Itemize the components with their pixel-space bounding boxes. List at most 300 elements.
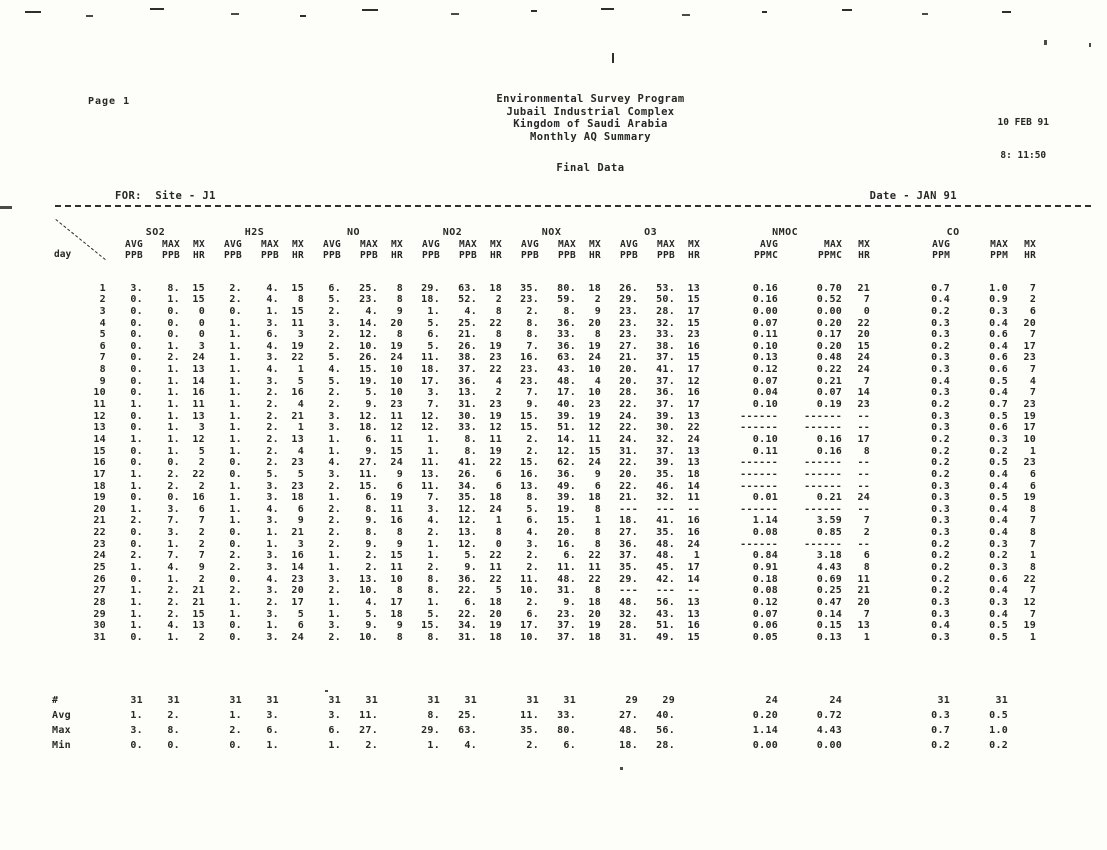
value-cell: 20. — [619, 375, 639, 387]
stat-header: MX — [490, 238, 503, 250]
day-cell: 24 — [93, 550, 106, 562]
value-cell: 22 — [489, 364, 503, 376]
value-cell: 1. — [167, 364, 180, 376]
summary-value-cell: 1. — [427, 739, 441, 751]
value-cell: 1. — [229, 329, 243, 341]
summary-value-cell — [675, 721, 700, 736]
value-cell: 1. — [229, 422, 243, 434]
summary-value-cell — [180, 736, 205, 751]
unit-header: HR — [490, 250, 503, 261]
table-row — [52, 480, 1036, 492]
value-cell: 23. — [619, 317, 639, 329]
value-cell: 13 — [687, 596, 701, 608]
value-cell: 32. — [656, 433, 676, 445]
value-cell: 0.05 — [752, 631, 779, 643]
value-cell: 12 — [489, 422, 503, 434]
value-cell: 3. — [427, 503, 441, 515]
value-cell: 24. — [619, 410, 639, 422]
value-cell: 1. — [167, 294, 180, 306]
value-cell: 2. — [167, 585, 180, 597]
value-cell: 18 — [588, 282, 602, 294]
day-cell: 13 — [93, 422, 106, 434]
value-cell: 41. — [458, 457, 478, 469]
value-cell: 21 — [192, 585, 206, 597]
value-cell: 23 — [1023, 457, 1037, 469]
value-cell: 14. — [557, 433, 577, 445]
value-cell: 4. — [266, 294, 280, 306]
value-cell: 12. — [557, 445, 577, 457]
summary-value-cell: 1.0 — [989, 724, 1009, 736]
value-cell: 0.12 — [752, 596, 779, 608]
value-cell: 0.08 — [752, 527, 779, 539]
stat-header: MX — [391, 238, 404, 250]
value-cell: 12. — [359, 329, 379, 341]
value-cell: 19 — [390, 492, 404, 504]
value-cell: 0 — [198, 329, 206, 341]
value-cell: 9. — [526, 399, 540, 411]
value-cell: 1. — [130, 433, 143, 445]
scan-artifact — [842, 9, 852, 11]
value-cell: 0.5 — [989, 375, 1009, 387]
table-row — [52, 457, 1036, 469]
value-cell: 1. — [229, 608, 243, 620]
value-cell: 0.07 — [816, 387, 843, 399]
value-cell: 4 — [594, 375, 602, 387]
value-cell: 33. — [557, 329, 577, 341]
header-units-row — [52, 250, 1036, 262]
summary-value-cell: 0.20 — [752, 709, 779, 721]
value-cell: 15 — [192, 282, 206, 294]
value-cell: 1. — [328, 433, 342, 445]
value-cell: 21 — [192, 596, 206, 608]
summary-value-cell: 31 — [563, 694, 577, 706]
value-cell: 20. — [619, 364, 639, 376]
value-cell: 1. — [427, 445, 441, 457]
value-cell: 8 — [594, 503, 602, 515]
value-cell: 5 — [297, 375, 305, 387]
value-cell: 4 — [297, 399, 305, 411]
value-cell: 2. — [266, 596, 280, 608]
stat-header: AVG — [760, 238, 779, 250]
value-cell: 0. — [130, 492, 143, 504]
day-cell: 9 — [99, 375, 106, 387]
value-cell: 10 — [390, 387, 404, 399]
value-cell: 0.4 — [989, 340, 1009, 352]
value-cell: 2. — [266, 445, 280, 457]
value-cell: 6. — [328, 282, 342, 294]
summary-value-cell — [477, 736, 502, 751]
value-cell: 2. — [526, 596, 540, 608]
value-cell: 6 — [1029, 480, 1037, 492]
value-cell: 48. — [619, 596, 639, 608]
value-cell: 1. — [266, 538, 280, 550]
value-cell: 22 — [489, 573, 503, 585]
value-cell: 6. — [365, 433, 379, 445]
value-cell: 6. — [266, 329, 280, 341]
table-row — [52, 445, 1036, 457]
value-cell: 0.10 — [752, 433, 779, 445]
value-cell: 10 — [588, 364, 602, 376]
value-cell: 0.07 — [752, 317, 779, 329]
value-cell: 1. — [266, 305, 280, 317]
value-cell: 9 — [396, 620, 404, 632]
stat-header: AVG — [521, 238, 540, 250]
summary-value-cell: 35. — [520, 724, 540, 736]
value-cell: 0. — [167, 305, 180, 317]
value-cell: 2. — [229, 294, 243, 306]
summary-value-cell: 1.14 — [752, 724, 779, 736]
value-cell: 2. — [526, 562, 540, 574]
value-cell: ------ — [804, 422, 843, 434]
value-cell: 20 — [588, 608, 602, 620]
value-cell: 11. — [520, 573, 540, 585]
value-cell: 12. — [421, 422, 441, 434]
value-cell: -- — [687, 503, 701, 515]
value-cell: 23 — [291, 457, 305, 469]
value-cell: 8 — [495, 527, 503, 539]
summary-value-cell: 31 — [130, 694, 143, 706]
value-cell: 0.13 — [816, 631, 843, 643]
summary-label: Avg — [52, 709, 71, 721]
value-cell: 1. — [167, 387, 180, 399]
value-cell: 23 — [291, 573, 305, 585]
summary-value-cell: 33. — [557, 709, 577, 721]
value-cell: 24 — [588, 457, 602, 469]
value-cell: 22 — [687, 422, 701, 434]
unit-header: PPM — [990, 250, 1009, 261]
value-cell: 3. — [266, 480, 280, 492]
value-cell: 37. — [656, 445, 676, 457]
value-cell: 3 — [297, 538, 305, 550]
value-cell: 11 — [390, 562, 404, 574]
value-cell: 5. — [328, 375, 342, 387]
value-cell: 1. — [229, 492, 243, 504]
value-cell: 43. — [656, 608, 676, 620]
stat-header: MX — [589, 238, 602, 250]
scan-artifact — [0, 206, 12, 209]
value-cell: ------ — [804, 410, 843, 422]
value-cell: 5. — [464, 550, 478, 562]
value-cell: 1. — [167, 631, 180, 643]
value-cell: 11 — [687, 492, 701, 504]
value-cell: 7 — [863, 375, 871, 387]
summary-value-cell: 0.72 — [816, 709, 843, 721]
value-cell: 39. — [656, 410, 676, 422]
table-row — [52, 573, 1036, 585]
scan-artifact — [1044, 40, 1047, 45]
value-cell: 37. — [557, 631, 577, 643]
summary-value-cell: 1. — [266, 739, 280, 751]
summary-value-cell — [180, 643, 205, 706]
value-cell: 48. — [557, 375, 577, 387]
value-cell: 19 — [588, 410, 602, 422]
value-cell: 0. — [130, 631, 143, 643]
value-cell: 41. — [656, 364, 676, 376]
stat-header: MAX — [990, 238, 1009, 250]
value-cell: 11. — [421, 480, 441, 492]
value-cell: 0.3 — [989, 305, 1009, 317]
table-row — [52, 492, 1036, 504]
value-cell: 0.5 — [989, 457, 1009, 469]
value-cell: 8 — [396, 527, 404, 539]
value-cell: 8 — [863, 562, 871, 574]
value-cell: 3.59 — [816, 515, 843, 527]
value-cell: 0.91 — [752, 562, 779, 574]
unit-header: HR — [1024, 250, 1037, 261]
table-row — [52, 363, 1036, 375]
summary-value-cell — [180, 706, 205, 721]
value-cell: 8. — [427, 585, 441, 597]
value-cell: 11 — [489, 562, 503, 574]
value-cell: 19 — [489, 445, 503, 457]
value-cell: 4. — [365, 596, 379, 608]
value-cell: 36. — [458, 573, 478, 585]
value-cell: 13 — [687, 608, 701, 620]
value-cell: 1. — [427, 550, 441, 562]
value-cell: 2. — [365, 550, 379, 562]
value-cell: 0. — [130, 340, 143, 352]
value-cell: 35. — [458, 492, 478, 504]
value-cell: 1. — [130, 585, 143, 597]
value-cell: 50. — [656, 294, 676, 306]
value-cell: 8 — [396, 585, 404, 597]
value-cell: 5. — [365, 387, 379, 399]
value-cell: 31. — [458, 399, 478, 411]
value-cell: 17 — [687, 305, 701, 317]
table-row — [52, 398, 1036, 410]
value-cell: 20. — [557, 527, 577, 539]
value-cell: 19 — [489, 620, 503, 632]
value-cell: 2. — [328, 329, 342, 341]
summary-value-cell: 56. — [656, 724, 676, 736]
value-cell: 0. — [229, 468, 243, 480]
value-cell: 30. — [458, 410, 478, 422]
value-cell: -- — [857, 480, 871, 492]
value-cell: 0.15 — [816, 620, 843, 632]
stat-header: MX — [192, 238, 206, 250]
day-cell: 27 — [93, 585, 106, 597]
value-cell: 18 — [687, 468, 701, 480]
value-cell: 4. — [365, 305, 379, 317]
value-cell: 11 — [588, 433, 602, 445]
value-cell: ------ — [804, 538, 843, 550]
value-cell: 2. — [130, 515, 143, 527]
unit-header: HR — [192, 250, 206, 261]
value-cell: 80. — [557, 282, 577, 294]
stat-header: MAX — [657, 238, 676, 250]
value-cell: 2. — [328, 631, 342, 643]
value-cell: 15 — [687, 352, 701, 364]
value-cell: 21 — [857, 282, 871, 294]
value-cell: 29. — [619, 573, 639, 585]
value-cell: 0.3 — [989, 538, 1009, 550]
summary-value-cell: 31 — [229, 694, 243, 706]
value-cell: 0. — [229, 620, 243, 632]
summary-value-cell: 11. — [359, 709, 379, 721]
value-cell: 2 — [594, 294, 602, 306]
summary-value-cell: 0.2 — [931, 739, 951, 751]
value-cell: 5 — [297, 608, 305, 620]
column-group-no: NO — [347, 227, 361, 238]
summary-value-cell — [279, 736, 304, 751]
value-cell: 20. — [619, 468, 639, 480]
value-cell: 1. — [130, 608, 143, 620]
value-cell: 6. — [427, 329, 441, 341]
day-cell: 7 — [99, 352, 106, 364]
value-cell: 7. — [526, 387, 540, 399]
scan-artifact — [531, 10, 537, 12]
value-cell: 5. — [427, 317, 441, 329]
value-cell: 9 — [594, 468, 602, 480]
value-cell: 0.6 — [989, 573, 1009, 585]
value-cell: 0.10 — [752, 399, 779, 411]
value-cell: 17 — [687, 562, 701, 574]
value-cell: 22 — [291, 352, 305, 364]
value-cell: 6 — [297, 503, 305, 515]
value-cell: 6 — [198, 503, 206, 515]
value-cell: 8. — [526, 492, 540, 504]
value-cell: 0.3 — [931, 631, 951, 643]
value-cell: 4. — [266, 503, 280, 515]
summary-value-cell — [279, 706, 304, 721]
table-row — [52, 515, 1036, 527]
value-cell: 13. — [458, 387, 478, 399]
unit-header: PPMC — [754, 250, 779, 261]
summary-value-cell — [675, 736, 700, 751]
value-cell: 28. — [619, 387, 639, 399]
summary-value-cell — [477, 643, 502, 706]
value-cell: 10 — [588, 387, 602, 399]
summary-value-cell: 40. — [656, 709, 676, 721]
value-cell: 15. — [421, 620, 441, 632]
value-cell: 0. — [130, 317, 143, 329]
summary-value-cell — [576, 736, 601, 751]
value-cell: 7 — [1029, 364, 1037, 376]
value-cell: 2. — [328, 387, 342, 399]
value-cell: 41. — [656, 515, 676, 527]
value-cell: 2. — [266, 387, 280, 399]
value-cell: 11. — [359, 468, 379, 480]
value-cell: 8 — [495, 305, 503, 317]
value-cell: 0.3 — [931, 480, 951, 492]
value-cell: 7 — [198, 515, 206, 527]
summary-value-cell: 11. — [520, 709, 540, 721]
value-cell: 4. — [266, 282, 280, 294]
value-cell: 0.20 — [816, 340, 843, 352]
summary-value-cell — [842, 721, 870, 736]
value-cell: 1. — [167, 340, 180, 352]
value-cell: 0.3 — [931, 352, 951, 364]
scan-artifact — [231, 13, 239, 15]
value-cell: 22 — [588, 550, 602, 562]
summary-value-cell: 0.5 — [989, 709, 1009, 721]
value-cell: 13 — [291, 433, 305, 445]
summary-value-cell: 2. — [526, 739, 540, 751]
value-cell: 0.5 — [989, 620, 1009, 632]
stat-header: MAX — [558, 238, 577, 250]
value-cell: 4 — [297, 445, 305, 457]
stat-header: MX — [858, 238, 871, 250]
value-cell: 13 — [857, 620, 871, 632]
value-cell: 22. — [619, 422, 639, 434]
table-row — [52, 433, 1036, 445]
value-cell: 19 — [1023, 492, 1037, 504]
value-cell: 37. — [619, 550, 639, 562]
value-cell: 15 — [192, 294, 206, 306]
title-line-2: Jubail Industrial Complex — [506, 105, 675, 118]
value-cell: 0.4 — [989, 515, 1009, 527]
value-cell: 3. — [328, 620, 342, 632]
value-cell: 9. — [563, 596, 577, 608]
value-cell: 4. — [526, 527, 540, 539]
title-line-4: Monthly AQ Summary — [530, 130, 651, 143]
unit-header: PPB — [161, 250, 180, 261]
value-cell: 23 — [291, 480, 305, 492]
scan-artifact — [1089, 43, 1091, 47]
value-cell: 3. — [266, 492, 280, 504]
summary-value-cell: 24 — [829, 694, 843, 706]
value-cell: ------ — [740, 457, 779, 469]
dashed-divider — [55, 205, 1093, 207]
value-cell: 19 — [489, 410, 503, 422]
value-cell: 0. — [130, 573, 143, 585]
table-row — [52, 585, 1036, 597]
summary-value-cell — [279, 721, 304, 736]
value-cell: 13. — [359, 573, 379, 585]
value-cell: 3. — [328, 573, 342, 585]
value-cell: 0.6 — [989, 422, 1009, 434]
summary-value-cell: 27. — [619, 709, 639, 721]
value-cell: 3. — [266, 585, 280, 597]
value-cell: 24 — [390, 352, 404, 364]
summary-value-cell: 1. — [130, 709, 143, 721]
print-date: 10 FEB 91 — [997, 117, 1049, 128]
value-cell: 4. — [266, 340, 280, 352]
value-cell: 0.7 — [931, 282, 951, 294]
value-cell: 0.2 — [931, 550, 951, 562]
value-cell: 21. — [619, 492, 639, 504]
value-cell: 18 — [390, 608, 404, 620]
value-cell: 0.20 — [816, 317, 843, 329]
value-cell: 46. — [656, 480, 676, 492]
value-cell: 16 — [390, 515, 404, 527]
value-cell: 0.3 — [931, 317, 951, 329]
table-row — [52, 387, 1036, 399]
scan-artifact — [762, 11, 767, 13]
value-cell: 2. — [328, 538, 342, 550]
value-cell: 14 — [687, 480, 701, 492]
value-cell: 13 — [687, 410, 701, 422]
day-cell: 2 — [99, 294, 106, 306]
value-cell: 1 — [594, 515, 602, 527]
value-cell: 7 — [1029, 538, 1037, 550]
value-cell: 0.69 — [816, 573, 843, 585]
value-cell: 0.52 — [816, 294, 843, 306]
value-cell: 2. — [526, 433, 540, 445]
value-cell: 21. — [619, 352, 639, 364]
value-cell: 2. — [328, 503, 342, 515]
value-cell: 24 — [857, 364, 871, 376]
value-cell: 8. — [365, 527, 379, 539]
day-cell: 16 — [93, 457, 106, 469]
value-cell: 0.4 — [989, 480, 1009, 492]
value-cell: 9. — [365, 445, 379, 457]
table-corner-cell — [52, 216, 106, 261]
value-cell: 18. — [421, 294, 441, 306]
value-cell: 6 — [863, 550, 871, 562]
value-cell: 20 — [291, 585, 305, 597]
value-cell: 26. — [359, 352, 379, 364]
